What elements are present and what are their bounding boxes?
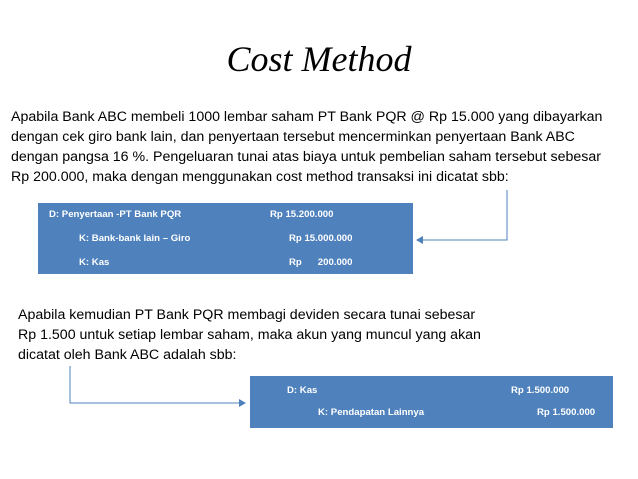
journal-amount: Rp 15.000.000 <box>289 233 353 244</box>
journal-account: D: Penyertaan -PT Bank PQR <box>49 209 182 220</box>
paragraph-line: Apabila kemudian PT Bank PQR membagi deviden secara tunai sebesar <box>18 307 476 323</box>
paragraph-line: dicatat oleh Bank ABC adalah sbb: <box>18 347 237 363</box>
paragraph-line: Rp 1.500 untuk setiap lembar saham, maka akun yang muncul yang akan <box>18 327 481 343</box>
arrow-to-journal-dividend <box>70 366 245 403</box>
paragraph-dividend <box>18 305 498 365</box>
arrow-to-journal-purchase <box>417 190 507 240</box>
journal-account: K: Kas <box>79 257 110 268</box>
journal-account: K: Pendapatan Lainnya <box>318 407 425 418</box>
journal-account: D: Kas <box>287 385 318 396</box>
journal-entry-dividend <box>250 376 613 428</box>
journal-amount: Rp 1.500.000 <box>537 407 596 418</box>
journal-account: K: Bank-bank lain – Giro <box>79 233 191 244</box>
journal-amount: Rp 200.000 <box>289 257 353 268</box>
paragraph-line: dengan cek giro bank lain, dan penyertaan tersebut mencerminkan penyertaan Bank ABC <box>11 129 575 145</box>
slide-title: Cost Method <box>226 39 412 79</box>
journal-entry-purchase <box>38 203 413 274</box>
journal-amount: Rp 1.500.000 <box>511 385 570 396</box>
paragraph-line: Apabila Bank ABC membeli 1000 lembar saham PT Bank PQR @ Rp 15.000 yang dibayarkan <box>11 109 603 125</box>
paragraph-line: dengan pangsa 16 %. Pengeluaran tunai atas biaya untuk pembelian saham tersebut sebesar <box>11 149 601 165</box>
journal-amount: Rp 15.200.000 <box>270 209 334 220</box>
paragraph-line: Rp 200.000, maka dengan menggunakan cost method transaksi ini dicatat sbb: <box>11 169 509 185</box>
paragraph-purchase <box>11 107 631 187</box>
